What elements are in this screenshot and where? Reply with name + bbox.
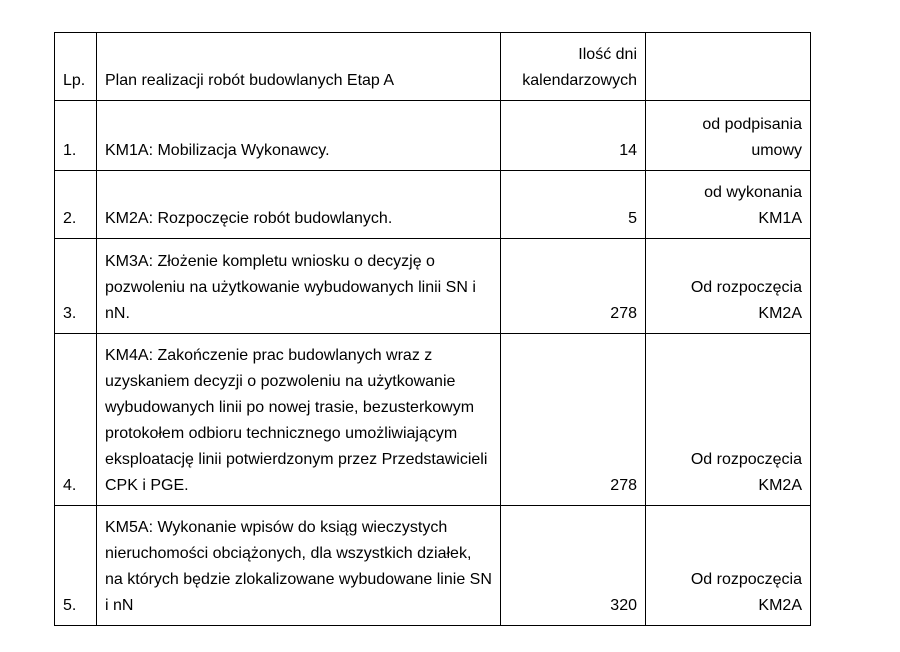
row-ref-line2: KM2A — [758, 597, 802, 614]
row-ref-line1: od podpisania — [702, 116, 802, 133]
row-plan: KM2A: Rozpoczęcie robót budowlanych. — [97, 171, 501, 239]
row-days: 5 — [501, 171, 646, 239]
row-days: 320 — [501, 506, 646, 626]
table-header-row — [55, 33, 811, 101]
row-ref-line1: Od rozpoczęcia — [690, 279, 802, 296]
table-row — [55, 334, 811, 506]
row-ref — [646, 506, 811, 626]
header-days — [501, 33, 646, 101]
header-lp: Lp. — [55, 33, 97, 101]
row-lp: 1. — [55, 101, 97, 171]
row-ref — [646, 101, 811, 171]
table-row — [55, 239, 811, 334]
row-plan: KM5A: Wykonanie wpisów do ksiąg wieczystych nieruchomości obciążonych, dla wszystkich działek, na których będzie zlokalizowane wybudowane linie SN i nN — [97, 506, 501, 626]
header-days-line1: Ilość dni — [578, 46, 637, 63]
row-ref-line2: KM1A — [758, 210, 802, 227]
row-lp: 3. — [55, 239, 97, 334]
row-ref-line1: Od rozpoczęcia — [690, 451, 802, 468]
row-ref-line1: od wykonania — [704, 184, 802, 201]
header-ref — [646, 33, 811, 101]
row-ref-line1: Od rozpoczęcia — [690, 571, 802, 588]
row-ref — [646, 334, 811, 506]
row-days: 14 — [501, 101, 646, 171]
row-ref — [646, 171, 811, 239]
row-days: 278 — [501, 239, 646, 334]
table-row — [55, 171, 811, 239]
row-plan: KM4A: Zakończenie prac budowlanych wraz z uzyskaniem decyzji o pozwoleniu na użytkowanie wybudowanych linii po nowej trasie, bezusterkowym protokołem odbioru technicznego umożliwiającym eksploatację linii potwierdzonym przez Przedstawicieli CPK i PGE. — [97, 334, 501, 506]
row-ref-line2: KM2A — [758, 477, 802, 494]
row-lp: 2. — [55, 171, 97, 239]
row-lp: 5. — [55, 506, 97, 626]
row-ref — [646, 239, 811, 334]
table-row — [55, 101, 811, 171]
row-days: 278 — [501, 334, 646, 506]
row-ref-line2: KM2A — [758, 305, 802, 322]
plan-table — [54, 32, 811, 626]
row-plan: KM1A: Mobilizacja Wykonawcy. — [97, 101, 501, 171]
row-lp: 4. — [55, 334, 97, 506]
header-plan: Plan realizacji robót budowlanych Etap A — [97, 33, 501, 101]
row-ref-line2: umowy — [751, 142, 802, 159]
row-plan: KM3A: Złożenie kompletu wniosku o decyzję o pozwoleniu na użytkowanie wybudowanych linii SN i nN. — [97, 239, 501, 334]
header-days-line2: kalendarzowych — [522, 72, 637, 89]
table-row — [55, 506, 811, 626]
